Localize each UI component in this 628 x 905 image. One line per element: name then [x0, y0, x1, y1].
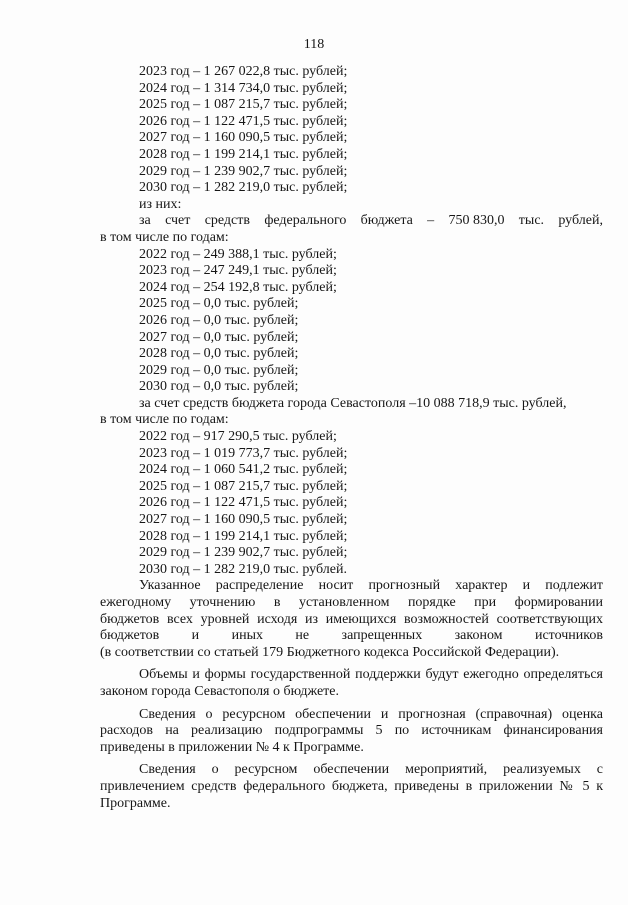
list-item: 2027 год – 1 160 090,5 тыс. рублей;	[139, 130, 348, 146]
city-by-years-label: в том числе по годам:	[100, 412, 229, 428]
word: –	[427, 213, 435, 229]
word: подлежит	[545, 578, 603, 594]
list-item: 2030 год – 1 282 219,0 тыс. рублей.	[139, 561, 347, 577]
list-item: 2030 год – 0,0 тыс. рублей;	[139, 379, 299, 395]
word: из	[304, 611, 319, 627]
word: 750 830,0	[448, 213, 505, 229]
paragraph-line	[100, 578, 603, 595]
list-item: 2029 год – 1 239 902,7 тыс. рублей;	[139, 545, 348, 561]
list-item: 2029 год – 0,0 тыс. рублей;	[139, 362, 299, 378]
word: бюджета	[360, 213, 413, 229]
list-item: 2027 год – 1 160 090,5 тыс. рублей;	[139, 512, 348, 528]
word: запрещенных	[341, 628, 423, 644]
word: формировании	[514, 595, 603, 610]
federal-activities-paragraph: Сведения о ресурсном обеспечении мероприятий, реализуемых с привлечением средств федерального бюджета, приведены в приложении № 5 к Программе.	[100, 762, 603, 811]
list-item: 2025 год – 0,0 тыс. рублей;	[139, 296, 299, 312]
list-item: 2025 год – 1 087 215,7 тыс. рублей;	[139, 97, 348, 113]
word: прогнозный	[368, 578, 441, 594]
word: Указанное	[139, 578, 201, 594]
list-item: 2024 год – 1 314 734,0 тыс. рублей;	[139, 80, 348, 96]
word: характер	[455, 578, 508, 594]
word: источников	[534, 628, 603, 644]
list-item: 2023 год – 247 249,1 тыс. рублей;	[139, 263, 337, 279]
word: имеющихся	[325, 611, 397, 627]
list-item: 2024 год – 1 060 541,2 тыс. рублей;	[139, 462, 348, 478]
list-item: 2023 год – 1 019 773,7 тыс. рублей;	[139, 445, 348, 461]
word: всех	[166, 611, 193, 627]
federal-by-years-label: в том числе по годам:	[100, 229, 229, 245]
federal-budget-section	[100, 213, 603, 396]
resource-estimate-paragraph: Сведения о ресурсном обеспечении и прогнозная (справочная) оценка расходов на реализацию подпрограммы 5 по источникам финансирования приведены в приложении № 4 к Программе.	[100, 706, 603, 755]
word: уровней	[200, 611, 250, 627]
list-item: 2029 год – 1 239 902,7 тыс. рублей;	[139, 163, 348, 179]
federal-budget-heading	[100, 213, 603, 230]
list-item: 2023 год – 1 267 022,8 тыс. рублей;	[139, 64, 348, 79]
list-item: 2028 год – 1 199 214,1 тыс. рублей;	[139, 146, 348, 162]
list-item: 2026 год – 0,0 тыс. рублей;	[139, 312, 299, 328]
word: носит	[318, 578, 354, 594]
list-item: 2024 год – 254 192,8 тыс. рублей;	[139, 279, 337, 295]
paragraph-line	[100, 628, 603, 645]
word: федерального	[264, 213, 347, 229]
word: в	[273, 595, 281, 610]
word: соответствующих	[496, 611, 603, 627]
word: за	[139, 213, 151, 229]
city-budget-heading: за счет средств бюджета города Севастополя –10 088 718,9 тыс. рублей,	[139, 395, 567, 411]
list-item: 2025 год – 1 087 215,7 тыс. рублей;	[139, 478, 348, 494]
word: ежегодному	[100, 595, 172, 610]
word: бюджетов	[100, 611, 160, 627]
word: исходя	[257, 611, 298, 627]
list-item: 2027 год – 0,0 тыс. рублей;	[139, 329, 299, 345]
document-body	[100, 64, 603, 812]
list-item: 2028 год – 0,0 тыс. рублей;	[139, 346, 299, 362]
list-item: 2030 год – 1 282 219,0 тыс. рублей;	[139, 180, 348, 196]
word: счет	[165, 213, 191, 229]
word: уточнению	[189, 595, 256, 610]
of-which-label: из них:	[139, 196, 182, 212]
word: при	[474, 595, 497, 610]
word: рублей,	[558, 213, 603, 229]
paragraph-line	[100, 595, 603, 612]
word: и	[191, 628, 200, 644]
word: порядке	[407, 595, 456, 610]
word: установленном	[299, 595, 390, 610]
word: средств	[204, 213, 250, 229]
word: бюджетов	[100, 628, 160, 644]
list-item: 2022 год – 917 290,5 тыс. рублей;	[139, 429, 337, 445]
list-item: 2026 год – 1 122 471,5 тыс. рублей;	[139, 495, 348, 511]
list-item: 2022 год – 249 388,1 тыс. рублей;	[139, 246, 337, 262]
state-support-paragraph: Объемы и формы государственной поддержки будут ежегодно определяться законом города Севастополя о бюджете.	[100, 667, 603, 699]
paragraph-line: (в соответствии со статьей 179 Бюджетного кодекса Российской Федерации).	[100, 644, 560, 660]
word: иных	[231, 628, 263, 644]
word: не	[295, 628, 310, 644]
word: возможностей	[403, 611, 489, 627]
paragraph-line	[100, 612, 603, 629]
word: законом	[454, 628, 503, 644]
distribution-paragraph	[100, 578, 603, 661]
word: распределение	[215, 578, 304, 594]
list-item: 2028 год – 1 199 214,1 тыс. рублей;	[139, 528, 348, 544]
word: и	[522, 578, 531, 594]
city-budget-section	[100, 396, 603, 579]
total-years-list	[100, 64, 603, 213]
list-item: 2026 год – 1 122 471,5 тыс. рублей;	[139, 113, 348, 129]
page-number: 118	[303, 37, 325, 52]
word: тыс.	[518, 213, 545, 229]
